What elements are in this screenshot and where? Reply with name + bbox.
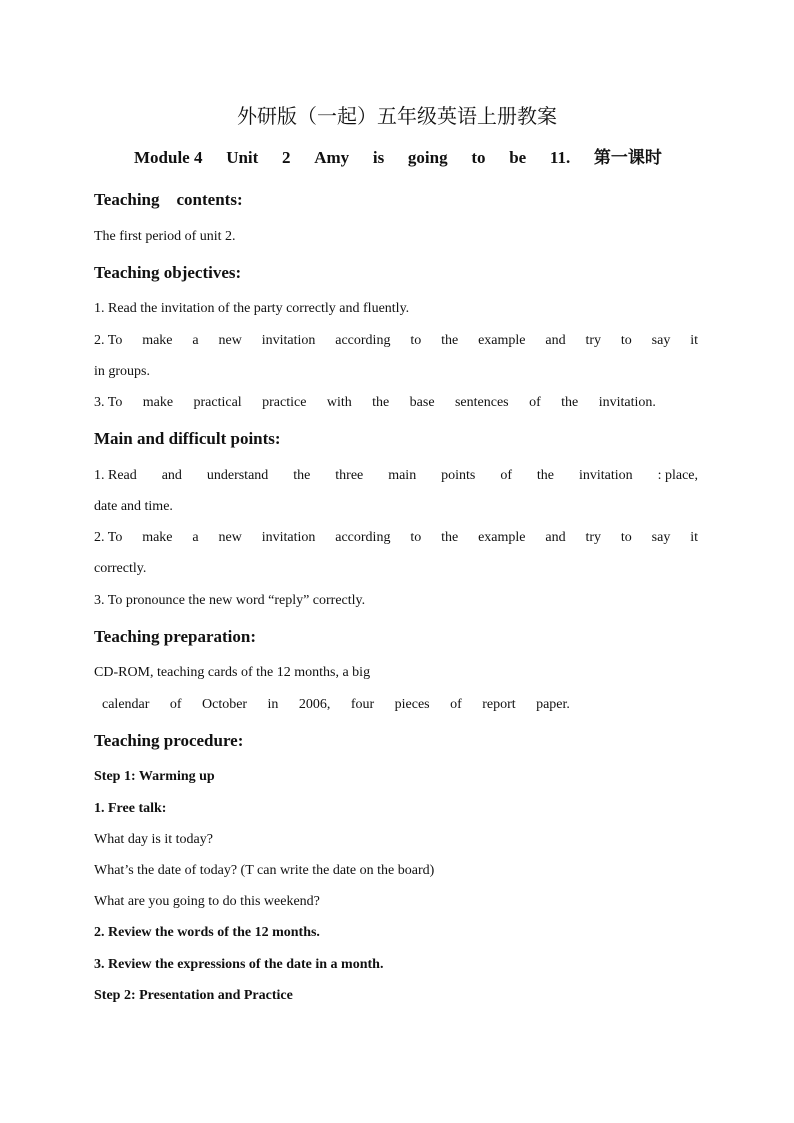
free-talk-question-1: What day is it today? xyxy=(94,832,213,847)
word: according xyxy=(335,530,391,545)
word: of xyxy=(529,395,541,410)
word: the xyxy=(441,530,459,545)
step-2-heading: Step 2: Presentation and Practice xyxy=(94,988,293,1003)
subtitle-word: going xyxy=(407,148,448,167)
word: of xyxy=(500,468,512,483)
word: practical xyxy=(193,395,242,410)
word: calendar xyxy=(102,697,150,712)
word: main xyxy=(388,468,417,483)
word: understand xyxy=(206,468,269,483)
heading-teaching-procedure: Teaching procedure: xyxy=(94,731,244,750)
point-item-2-continued: correctly. xyxy=(94,561,147,576)
word: to xyxy=(620,530,632,545)
word: new xyxy=(218,530,242,545)
word: make xyxy=(142,530,173,545)
word: and xyxy=(545,530,566,545)
contents-line: The first period of unit 2. xyxy=(94,229,236,244)
word: make xyxy=(142,395,174,410)
subtitle-word: Unit xyxy=(226,148,259,167)
free-talk-heading: 1. Free talk: xyxy=(94,801,167,816)
point-item-1 xyxy=(94,467,698,485)
word: according xyxy=(335,333,391,348)
objective-item-3 xyxy=(94,394,656,412)
step-1-heading: Step 1: Warming up xyxy=(94,769,215,784)
word: : place, xyxy=(657,468,698,483)
word: to xyxy=(410,530,422,545)
word: it xyxy=(690,333,698,348)
module-unit-subtitle xyxy=(134,147,662,169)
objective-item-1: 1. Read the invitation of the party correctly and fluently. xyxy=(94,301,410,316)
heading-word: contents: xyxy=(176,190,243,209)
heading-main-difficult-points: Main and difficult points: xyxy=(94,429,281,448)
word: paper. xyxy=(536,697,570,712)
subtitle-word: 11. xyxy=(549,148,571,167)
objective-item-2 xyxy=(94,332,698,350)
word: to xyxy=(620,333,632,348)
word: say xyxy=(651,530,671,545)
point-item-3: 3. To pronounce the new word “reply” correctly. xyxy=(94,593,366,608)
subtitle-word: Amy xyxy=(314,148,350,167)
word: example xyxy=(478,530,526,545)
heading-word: Teaching xyxy=(94,190,160,209)
word: make xyxy=(142,333,173,348)
word: a xyxy=(192,333,199,348)
document-title: 外研版（一起）五年级英语上册教案 xyxy=(237,106,557,128)
word: report xyxy=(482,697,516,712)
word: base xyxy=(409,395,435,410)
word: and xyxy=(161,468,182,483)
point-item-2 xyxy=(94,529,698,547)
heading-teaching-preparation: Teaching preparation: xyxy=(94,627,256,646)
free-talk-question-2: What’s the date of today? (T can write the date on the board) xyxy=(94,863,435,878)
word: the xyxy=(372,395,390,410)
word: invitation xyxy=(261,530,316,545)
word: it xyxy=(690,530,698,545)
subtitle-word: 第一课时 xyxy=(593,148,662,167)
word: four xyxy=(350,697,375,712)
subtitle-word: is xyxy=(372,148,385,167)
preparation-line-2 xyxy=(102,696,570,714)
word: 2. To xyxy=(94,530,123,545)
word: try xyxy=(585,530,602,545)
word: points xyxy=(441,468,476,483)
word: the xyxy=(441,333,459,348)
word: a xyxy=(192,530,199,545)
word: 2006, xyxy=(298,697,331,712)
word: say xyxy=(651,333,671,348)
word: of xyxy=(169,697,182,712)
word: of xyxy=(450,697,462,712)
word: October xyxy=(202,697,248,712)
subtitle-word: be xyxy=(509,148,527,167)
word: invitation xyxy=(578,468,633,483)
preparation-line-1: CD-ROM, teaching cards of the 12 months, a big xyxy=(94,665,371,680)
word: pieces xyxy=(394,697,430,712)
word: sentences xyxy=(454,395,509,410)
subtitle-word: to xyxy=(471,148,486,167)
word: 3. To xyxy=(94,395,123,410)
subtitle-word: 2 xyxy=(282,148,291,167)
review-item-dates: 3. Review the expressions of the date in a month. xyxy=(94,957,384,972)
word: new xyxy=(218,333,242,348)
review-item-months: 2. Review the words of the 12 months. xyxy=(94,925,320,940)
word: to xyxy=(410,333,422,348)
word: the xyxy=(293,468,311,483)
point-item-1-continued: date and time. xyxy=(94,499,173,514)
free-talk-question-3: What are you going to do this weekend? xyxy=(94,894,320,909)
subtitle-word: Module 4 xyxy=(134,148,203,167)
heading-teaching-contents xyxy=(94,189,264,211)
word: the xyxy=(561,395,579,410)
word: the xyxy=(536,468,555,483)
word: with xyxy=(326,395,352,410)
word: three xyxy=(335,468,364,483)
word: invitation. xyxy=(598,395,656,410)
word: example xyxy=(478,333,526,348)
word: 1. Read xyxy=(94,468,137,483)
word: and xyxy=(545,333,566,348)
heading-teaching-objectives: Teaching objectives: xyxy=(94,263,242,282)
word: 2. To xyxy=(94,333,123,348)
word: in xyxy=(267,697,279,712)
objective-item-2-continued: in groups. xyxy=(94,364,150,379)
word: invitation xyxy=(261,333,316,348)
word: practice xyxy=(262,395,307,410)
word: try xyxy=(585,333,602,348)
